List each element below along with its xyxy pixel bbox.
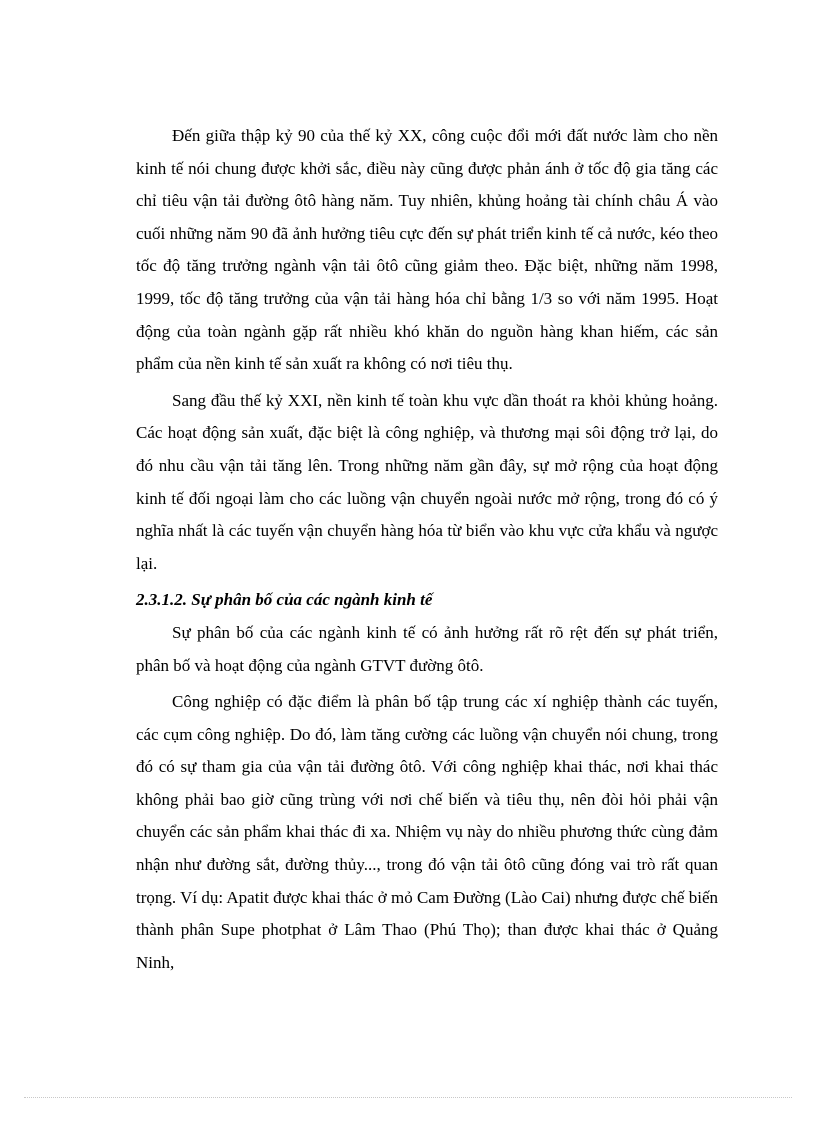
body-paragraph-4: Công nghiệp có đặc điểm là phân bố tập trung các xí nghiệp thành các tuyến, các cụm công nghiệp. Do đó, làm tăng cường các luồng vận chuyển nói chung, trong đó có sự tham gia của vận tải đường ôtô. Với công nghiệp khai thác, nơi khai thác không phải bao giờ cũng trùng với nơi chế biến và tiêu thụ, nên đòi hỏi phải vận chuyển các sản phẩm khai thác đi xa. Nhiệm vụ này do nhiều phương thức cùng đảm nhận như đường sắt, đường thủy..., trong đó vận tải ôtô cũng đóng vai trò rất quan trọng. Ví dụ: Apatit được khai thác ở mỏ Cam Đường (Lào Cai) nhưng được chế biến thành phân Supe photphat ở Lâm Thao (Phú Thọ); than được khai thác ở Quảng Ninh,	[136, 692, 718, 972]
body-paragraph-3: Sự phân bố của các ngành kinh tế có ảnh hưởng rất rõ rệt đến sự phát triển, phân bố và hoạt động của ngành GTVT đường ôtô.	[136, 622, 718, 675]
body-paragraph-1: Đến giữa thập kỷ 90 của thế kỷ XX, công cuộc đổi mới đất nước làm cho nền kinh tế nói chung được khởi sắc, điều này cũng được phản ánh ở tốc độ gia tăng các chỉ tiêu vận tải đường ôtô hàng năm. Tuy nhiên, khủng hoảng tài chính châu Á vào cuối những năm 90 đã ảnh hưởng tiêu cực đến sự phát triển kinh tế cả nước, kéo theo tốc độ tăng trưởng ngành vận tải ôtô cũng giảm theo. Đặc biệt, những năm 1998, 1999, tốc độ tăng trưởng của vận tải hàng hóa chỉ bằng 1/3 so với năm 1995. Hoạt động của toàn ngành gặp rất nhiều khó khăn do nguồn hàng khan hiếm, các sản phẩm của nền kinh tế sản xuất ra không có nơi tiêu thụ.	[136, 126, 718, 374]
body-paragraph-2: Sang đầu thế kỷ XXI, nền kinh tế toàn khu vực dần thoát ra khỏi khủng hoảng. Các hoạt động sản xuất, đặc biệt là công nghiệp, và thương mại sôi động trở lại, do đó nhu cầu vận tải tăng lên. Trong những năm gần đây, sự mở rộng của hoạt động kinh tế đối ngoại làm cho các luồng vận chuyển ngoài nước mở rộng, trong đó có ý nghĩa nhất là các tuyến vận chuyển hàng hóa từ biển vào khu vực cửa khẩu và ngược lại.	[136, 390, 718, 573]
document-page	[136, 120, 718, 983]
section-heading: 2.3.1.2. Sự phân bố của các ngành kinh tế	[136, 590, 433, 610]
page-bottom-divider	[24, 1097, 792, 1098]
